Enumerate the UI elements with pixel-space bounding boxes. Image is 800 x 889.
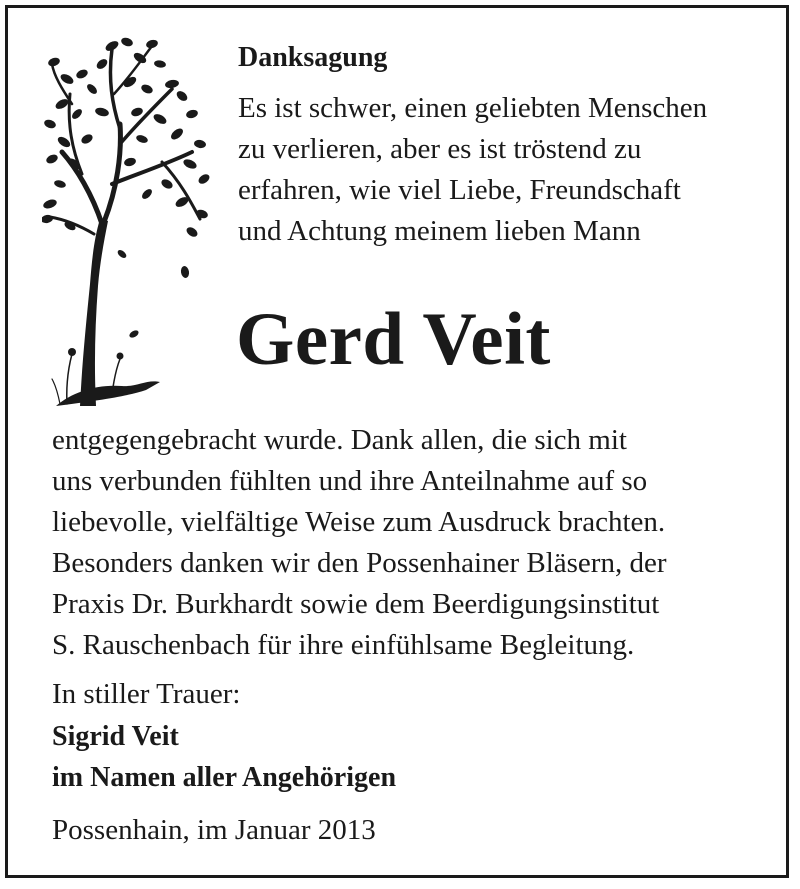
intro-line: und Achtung meinem lieben Mann: [238, 215, 641, 247]
body-line: Besonders danken wir den Possenhainer Bläsern, der: [52, 547, 667, 579]
place-date: Possenhain, im Januar 2013: [52, 814, 376, 846]
notice-heading: Danksagung: [238, 42, 388, 73]
body-text: [52, 420, 666, 666]
body-line: entgegengebracht wurde. Dank allen, die sich mit: [52, 424, 627, 456]
signer-note: im Namen aller Angehörigen: [52, 762, 397, 793]
mourning-label: In stiller Trauer:: [52, 678, 241, 710]
tree-icon: [42, 34, 212, 414]
intro-line: Es ist schwer, einen geliebten Menschen: [238, 92, 708, 124]
body-line: liebevolle, vielfältige Weise zum Ausdruck brachten.: [52, 506, 666, 538]
deceased-name: Gerd Veit: [236, 298, 551, 381]
body-line: uns verbunden fühlten und ihre Anteilnahme auf so: [52, 465, 648, 497]
body-line: S. Rauschenbach für ihre einfühlsame Begleitung.: [52, 629, 635, 661]
intro-line: zu verlieren, aber es ist tröstend zu: [238, 133, 642, 165]
intro-text: [238, 88, 707, 252]
intro-line: erfahren, wie viel Liebe, Freundschaft: [238, 174, 681, 206]
signer-name: Sigrid Veit: [52, 721, 179, 752]
body-line: Praxis Dr. Burkhardt sowie dem Beerdigungsinstitut: [52, 588, 660, 620]
